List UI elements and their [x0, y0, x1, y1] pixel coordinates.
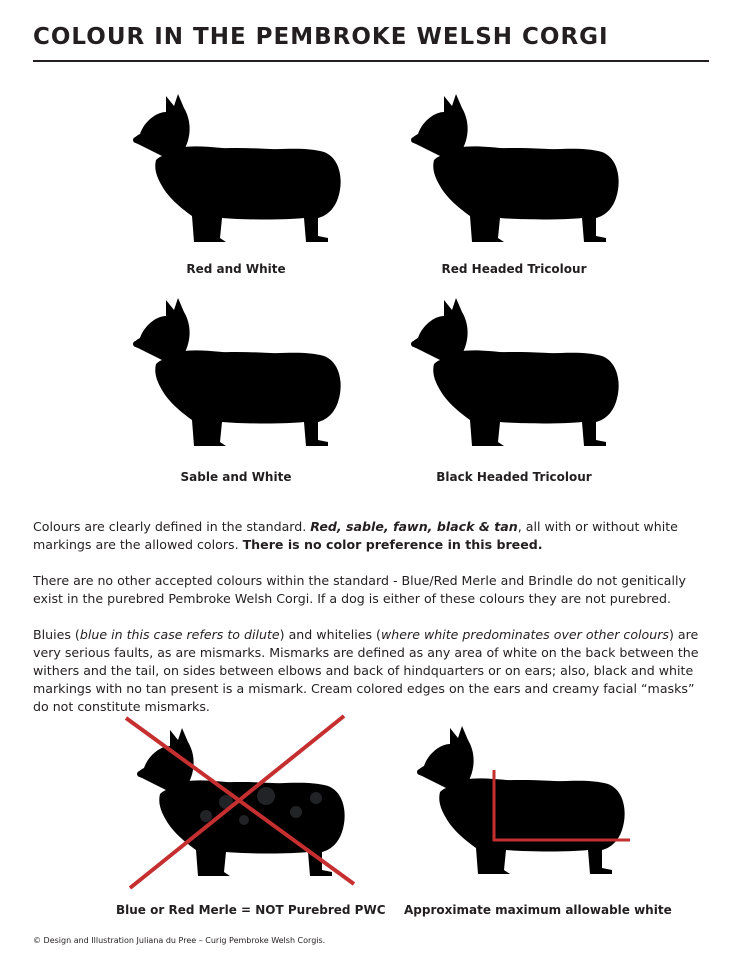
p3-whitelies: ) and whitelies ( [279, 627, 381, 642]
p1-no-preference: There is no color preference in this breed. [242, 537, 543, 552]
corgi-black-headed-tricolour-illustration [404, 294, 624, 454]
paragraph-allowed-colours [33, 518, 713, 554]
paragraph-no-other-colours [33, 572, 713, 608]
p1-middle: , all with or without white markings are the allowed colors. [33, 519, 678, 552]
corgi-max-white-illustration [404, 714, 644, 884]
paragraph-faults-mismarks [33, 626, 713, 716]
caption-red-headed-tricolour: Red Headed Tricolour [441, 262, 587, 276]
caption-max-white: Approximate maximum allowable white [404, 903, 672, 917]
corgi-merle-illustration [116, 712, 366, 892]
p3-mismarks: ) are very serious faults, as are mismarks. Mismarks are defined as any area of white on the back between the withers and the tail, on sides between elbows and back of hindquarters or on ears; also, black and white markings with no tan present is a mismark. Cream colored edges on the ears and creamy facial “masks” do not constitute mismarks. [33, 627, 699, 714]
title-divider [33, 60, 709, 62]
caption-red-white: Red and White [186, 262, 286, 276]
corgi-red-white-illustration [126, 90, 346, 250]
corgi-red-headed-tricolour-illustration [404, 90, 624, 250]
corgi-sable-white-illustration [126, 294, 346, 454]
caption-merle: Blue or Red Merle = NOT Purebred PWC [116, 903, 386, 917]
page-title: COLOUR IN THE PEMBROKE WELSH CORGI [33, 24, 609, 50]
p3-white-note: where white predominates over other colours [380, 627, 669, 642]
p3-bluies: Bluies ( [33, 627, 80, 642]
p2-text: There are no other accepted colours within the standard - Blue/Red Merle and Brindle do not genitically exist in the purebred Pembroke Welsh Corgi. If a dog is either of these colours they are not purebred. [33, 573, 686, 606]
p3-dilute-note: blue in this case refers to dilute [79, 627, 280, 642]
caption-sable-white: Sable and White [180, 470, 292, 484]
copyright-credit: © Design and Illustration Juliana du Pree – Curig Pembroke Welsh Corgis. [33, 936, 326, 945]
caption-black-headed-tricolour: Black Headed Tricolour [436, 470, 592, 484]
p1-colour-list: Red, sable, fawn, black & tan [310, 519, 518, 534]
p1-intro: Colours are clearly defined in the standard. [33, 519, 311, 534]
